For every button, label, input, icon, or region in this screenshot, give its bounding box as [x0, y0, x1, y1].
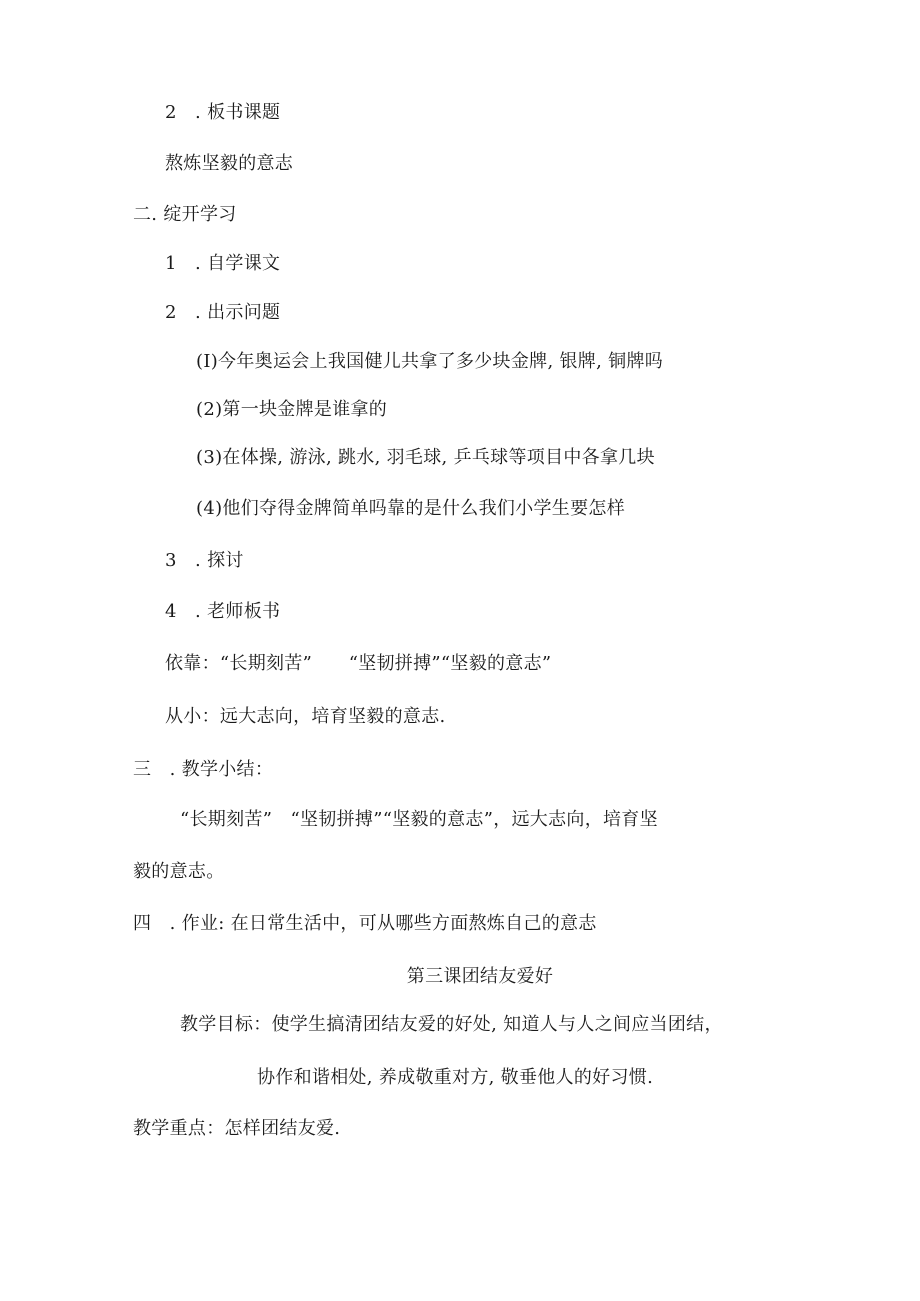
teaching-goal-line-2: 协作和谐相处, 养成敬重对方, 敬垂他人的好习惯.	[257, 1067, 654, 1088]
step-3-discussion: 3 . 探讨	[165, 550, 244, 571]
step-2-board-title: 2 . 板书课题	[165, 102, 281, 123]
question-1: (I)今年奥运会上我国健儿共拿了多少块金牌, 银牌, 铜牌吗	[196, 351, 664, 372]
lesson-3-title: 第三课团结友爱好	[406, 966, 554, 987]
rely-on-line: 依靠：“长期刻苦” “坚韧拼搏”“坚毅的意志”	[165, 653, 552, 674]
section-4-homework: 四 . 作业: 在日常生活中，可从哪些方面熬炼自己的意志	[133, 913, 597, 934]
teaching-key-point: 教学重点：怎样团结友爱.	[133, 1118, 341, 1139]
step-2-questions: 2 . 出示问题	[165, 302, 281, 323]
step-1-self-study: 1 . 自学课文	[165, 253, 281, 274]
question-2: (2)第一块金牌是谁拿的	[196, 399, 388, 420]
section-3-summary-heading: 三 . 教学小结：	[133, 759, 274, 780]
summary-text-line-2: 毅的意志。	[133, 861, 225, 882]
from-young-line: 从小：远大志向，培育坚毅的意志.	[165, 706, 446, 727]
teaching-goal-line-1: 教学目标：使学生搞清团结友爱的好处, 知道人与人之间应当团结，	[180, 1014, 723, 1035]
summary-text-line-1: “长期刻苦” “坚韧拼搏”“坚毅的意志”，远大志向，培育坚	[180, 809, 658, 830]
board-title-text: 熬炼坚毅的意志	[165, 153, 294, 174]
section-2-heading: 二. 绽开学习	[133, 204, 237, 225]
step-4-teacher-board: 4 . 老师板书	[165, 601, 281, 622]
question-4: (4)他们夺得金牌简单吗靠的是什么我们小学生要怎样	[196, 498, 625, 519]
question-3: (3)在体操, 游泳, 跳水, 羽毛球, 乒乓球等项目中各拿几块	[196, 447, 655, 468]
